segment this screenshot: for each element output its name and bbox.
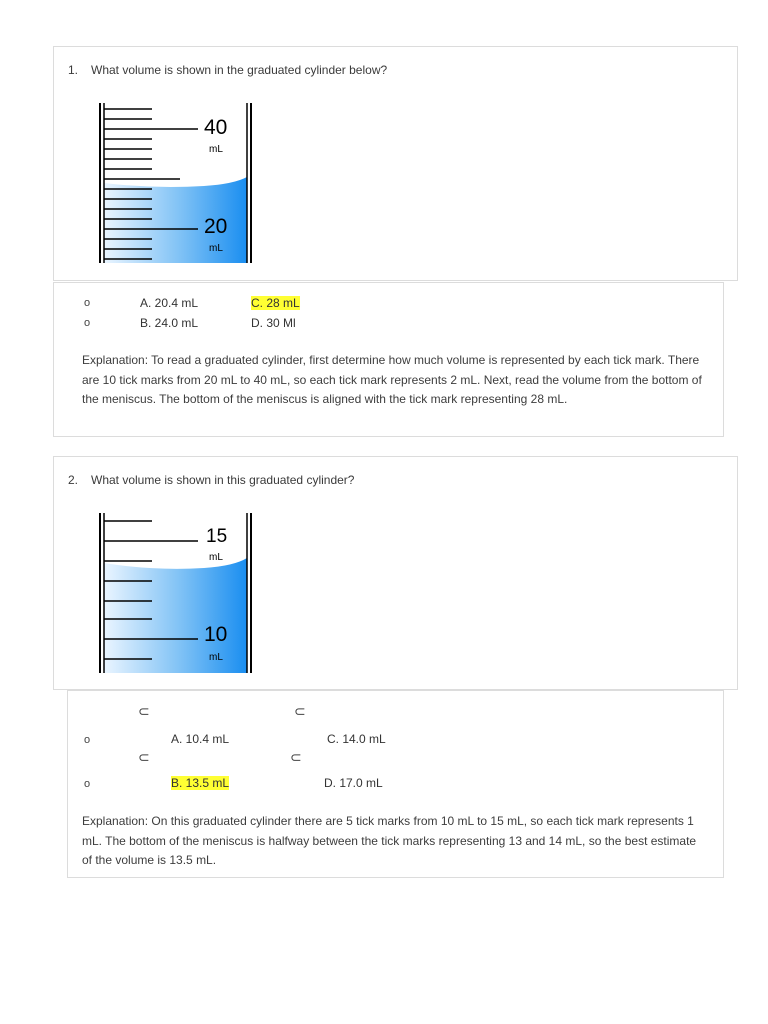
question-1-panel: [53, 46, 738, 281]
explanation-2: [82, 812, 702, 871]
radio-icon[interactable]: ⊂: [290, 749, 302, 765]
liquid-column: [104, 558, 247, 673]
bullet: o: [84, 734, 91, 746]
question-2-text: What volume is shown in this graduated cylinder?: [91, 473, 355, 487]
graduated-cylinder-1: [94, 103, 264, 263]
question-1-text: What volume is shown in the graduated cylinder below?: [91, 63, 388, 77]
radio-icon[interactable]: ⊂: [138, 749, 150, 765]
unit-10: mL: [209, 652, 223, 663]
bullet: o: [84, 317, 91, 329]
option-c-selected[interactable]: C. 28 mL: [251, 296, 300, 310]
option-a[interactable]: A. 20.4 mL: [140, 296, 199, 310]
option-a[interactable]: A. 10.4 mL: [171, 732, 230, 746]
option-b-selected[interactable]: B. 13.5 mL: [171, 776, 230, 790]
answers-2-panel: [67, 690, 724, 878]
unit-40: mL: [209, 144, 223, 155]
radio-icon[interactable]: ⊂: [138, 703, 150, 719]
explanation-2-text: Explanation: On this graduated cylinder there are 5 tick marks from 10 mL to 15 mL, so each tick mark represents 1 mL. The bottom of the meniscus is halfway between the tick marks representing 13 and 14 mL, so the best estimate of the volume is 13.5 mL.: [82, 814, 697, 867]
bullet: o: [84, 778, 91, 790]
unit-20: mL: [209, 243, 223, 254]
option-d[interactable]: D. 30 Ml: [251, 316, 296, 330]
question-2-number: 2.: [68, 473, 79, 487]
option-c[interactable]: C. 14.0 mL: [327, 732, 386, 746]
explanation-1: Explanation: To read a graduated cylinder, first determine how much volume is represented by each tick mark. There are 10 tick marks from 20 mL to 40 mL, so each tick mark represents 2 mL. Next, read the volume from the bottom of the meniscus. The bottom of the meniscus is aligned with the tick mark representing 28 mL.: [82, 353, 702, 406]
label-10: 10: [204, 623, 228, 646]
graduated-cylinder-2: [94, 513, 264, 673]
radio-icon[interactable]: ⊂: [294, 703, 306, 719]
label-20: 20: [204, 215, 228, 238]
unit-15: mL: [209, 552, 223, 563]
label-40: 40: [204, 116, 228, 139]
option-d[interactable]: D. 17.0 mL: [324, 776, 383, 790]
option-b[interactable]: B. 24.0 mL: [140, 316, 199, 330]
bullet: o: [84, 297, 91, 309]
question-1-number: 1.: [68, 63, 79, 77]
answers-1-panel: [53, 282, 724, 437]
label-15: 15: [206, 526, 228, 547]
question-2-panel: [53, 456, 738, 690]
